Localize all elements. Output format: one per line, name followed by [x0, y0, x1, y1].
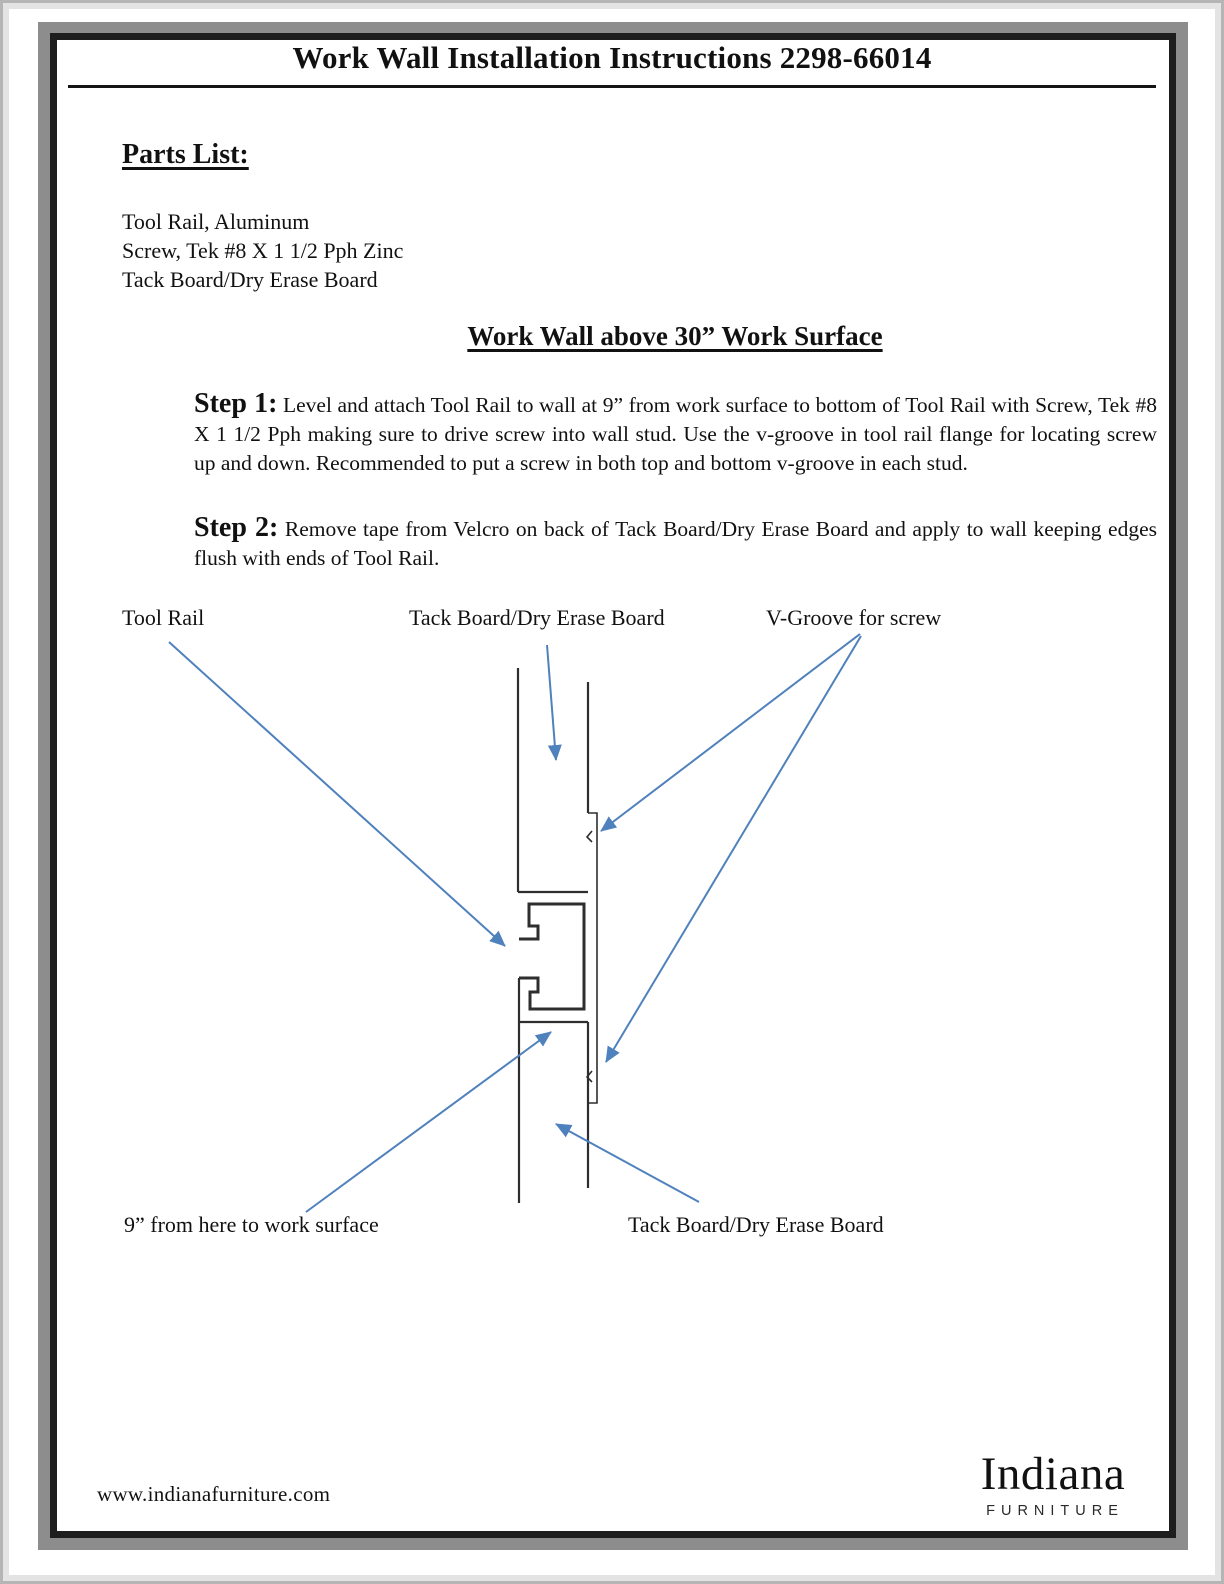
label-tack-board-top: Tack Board/Dry Erase Board [409, 605, 665, 630]
section-heading: Work Wall above 30” Work Surface [467, 321, 883, 351]
parts-item-tack-board: Tack Board/Dry Erase Board [122, 267, 378, 292]
label-nine-inch: 9” from here to work surface [124, 1212, 379, 1237]
label-tack-board-bottom: Tack Board/Dry Erase Board [628, 1212, 884, 1237]
arrow-v-groove-lower [606, 636, 861, 1062]
arrow-nine-inch [306, 1032, 551, 1212]
page-title: Work Wall Installation Instructions 2298-66014 [292, 40, 932, 75]
label-v-groove-for-screw: V-Groove for screw [766, 605, 942, 630]
arrow-tack-board-bottom [556, 1124, 699, 1202]
brand-subtitle: FURNITURE [986, 1503, 1124, 1519]
step-1-text: Level and attach Tool Rail to wall at 9” from work surface to bottom of Tool Rail with Screw, Tek #8 X 1 1/2 Pph making sure to drive screw into wall stud. Use the v-groove in tool rail flange for locating screw up and down. Recommended to put a screw in both top and bottom v-groove in each stud. [194, 393, 1157, 475]
arrow-v-groove-upper [601, 634, 860, 831]
brand-name: Indiana [980, 1448, 1126, 1500]
brand-logo [964, 1450, 1142, 1519]
upper-tack-board [518, 668, 588, 892]
arrow-tack-board-top [547, 645, 556, 760]
footer-url: www.indianafurniture.com [97, 1482, 331, 1506]
step-2-label: Step 2: [194, 512, 279, 543]
step-2-text: Remove tape from Velcro on back of Tack Board/Dry Erase Board and apply to wall keeping edges flush with ends of Tool Rail. [194, 517, 1157, 570]
tool-rail-profile [519, 904, 584, 1009]
arrow-tool-rail [169, 642, 505, 946]
parts-item-screw: Screw, Tek #8 X 1 1/2 Pph Zinc [122, 238, 404, 263]
step-1-label: Step 1: [194, 388, 278, 419]
parts-item-tool-rail: Tool Rail, Aluminum [122, 209, 310, 234]
label-tool-rail: Tool Rail [122, 605, 205, 630]
parts-list-heading: Parts List: [122, 139, 249, 170]
lower-tack-board [519, 978, 588, 1203]
v-groove-notch-top [587, 831, 592, 842]
